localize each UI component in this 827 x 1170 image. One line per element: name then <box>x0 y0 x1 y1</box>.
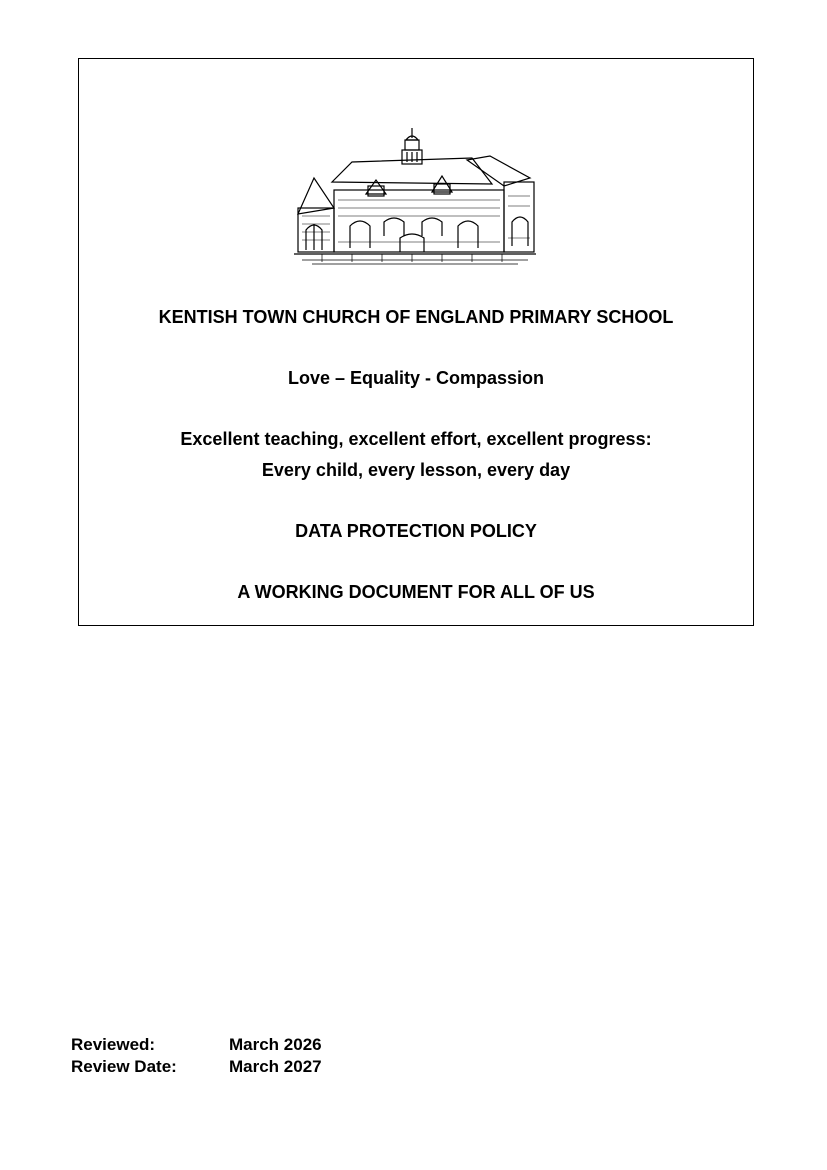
motto-line-2: Every child, every lesson, every day <box>261 460 571 480</box>
review-date-value: March 2027 <box>229 1057 322 1076</box>
document-subtitle: A WORKING DOCUMENT FOR ALL OF US <box>237 582 595 602</box>
school-values: Love – Equality - Compassion <box>287 368 545 388</box>
school-building-illustration <box>292 126 538 268</box>
school-name: KENTISH TOWN CHURCH OF ENGLAND PRIMARY SCHOOL <box>158 307 674 327</box>
reviewed-label: Reviewed: <box>71 1035 156 1054</box>
motto-line-1: Excellent teaching, excellent effort, excellent progress: <box>180 429 652 449</box>
review-date-row <box>71 1056 322 1078</box>
review-date-label: Review Date: <box>71 1057 177 1076</box>
review-info <box>71 1034 322 1078</box>
reviewed-value: March 2026 <box>229 1035 322 1054</box>
reviewed-row <box>71 1034 322 1056</box>
policy-title: DATA PROTECTION POLICY <box>295 521 537 541</box>
cover-box <box>78 58 754 626</box>
